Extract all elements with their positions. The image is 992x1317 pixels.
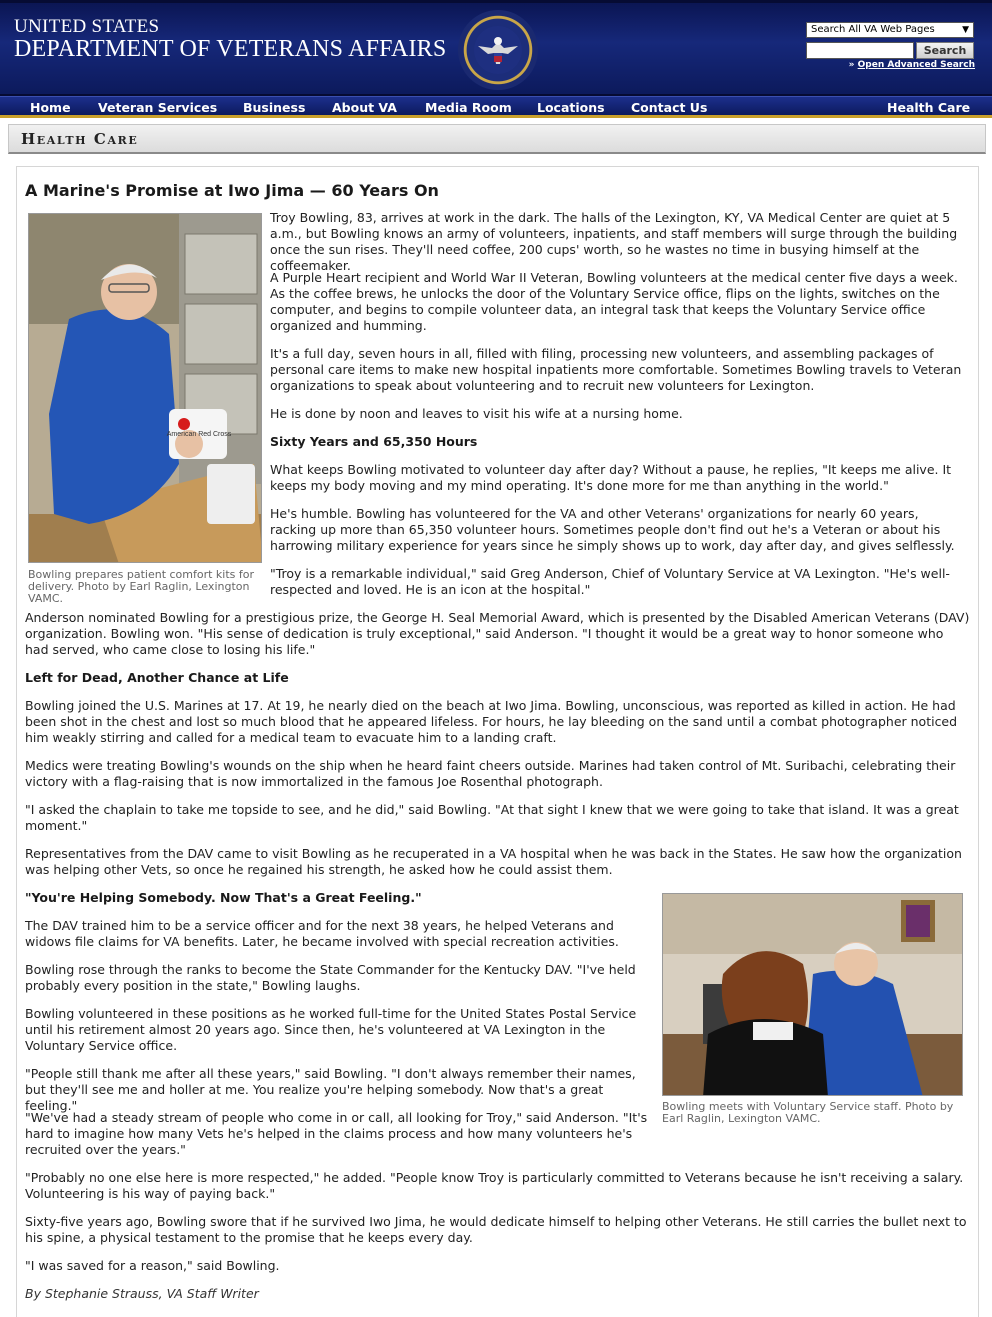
- nav-about-va[interactable]: About VA: [332, 100, 397, 115]
- search-input[interactable]: [806, 42, 914, 59]
- paragraph-14: Bowling rose through the ranks to become the State Commander for the Kentucky DAV. "I've held probably every position in the state," Bowling laughs.: [25, 962, 636, 993]
- paragraph-16: "People still thank me after all these years," said Bowling. "I don't always remember their names, but they'll see me and holler at me. You realize you're helping somebody. Now that's a great feeling.": [25, 1066, 636, 1113]
- paragraph-12: Representatives from the DAV came to visit Bowling as he recuperated in a VA hospital when he was back in the States. He saw how the organization was helping other Vets, so once he regained his strength, he asked how he could assist them.: [25, 846, 962, 877]
- photo-bowling-meets-staff: [662, 893, 963, 1096]
- search-scope-select[interactable]: [806, 22, 974, 38]
- article-container: [16, 166, 979, 1317]
- paragraph-9: Bowling joined the U.S. Marines at 17. At 19, he nearly died on the beach at Iwo Jima. Bowling, unconscious, was reported as killed in action. He had been shot in the chest and lost so much blood that he appeared lifeless. For hours, he lay bleeding on the sand until a combat photographer noticed him weakly stirring and called for a medical team to evacuate him to a landing craft.: [25, 698, 958, 745]
- agency-name-line2[interactable]: DEPARTMENT OF VETERANS AFFAIRS: [14, 36, 447, 62]
- paragraph-8: Anderson nominated Bowling for a prestigious prize, the George H. Seal Memorial Award, which is presented by the Disabled American Veterans (DAV) organization. Bowling won. "His sense of dedication is truly exceptional," said Anderson. "I thought it would be a great way to honor someone who had served, who came close to losing his life.": [25, 610, 970, 657]
- photo1-caption: Bowling prepares patient comfort kits for delivery. Photo by Earl Raglin, Lexington VAMC.: [28, 568, 255, 605]
- nav-business[interactable]: Business: [243, 100, 306, 115]
- nav-health-care[interactable]: Health Care: [887, 100, 971, 115]
- subhead-great-feeling: "You're Helping Somebody. Now That's a Great Feeling.": [25, 890, 422, 905]
- paragraph-3: It's a full day, seven hours in all, filled with filing, processing new volunteers, and assembling packages of personal care items to make new hospital inpatients more comfortable. Sometimes Bowling travels to Veteran organizations to speak about volunteering and to recruit new volunteers for Lexington.: [270, 346, 962, 393]
- nav-media-room[interactable]: Media Room: [425, 100, 512, 115]
- advanced-search-bullet: »: [848, 60, 855, 70]
- paragraph-15: Bowling volunteered in these positions as he worked full-time for the United States Postal Service until his retirement almost 20 years ago. Since then, he's volunteered at VA Lexington in the Voluntary Service office.: [25, 1006, 637, 1053]
- article-title: A Marine's Promise at Iwo Jima — 60 Years On: [25, 181, 439, 200]
- eagle-icon: [472, 24, 524, 76]
- paragraph-20: "I was saved for a reason," said Bowling.: [25, 1258, 280, 1273]
- paragraph-4: He is done by noon and leaves to visit his wife at a nursing home.: [270, 406, 683, 421]
- dropdown-arrow-icon: ▼: [962, 25, 969, 35]
- nav-contact-us[interactable]: Contact Us: [631, 100, 708, 115]
- photo-bowling-comfort-kits: [28, 213, 262, 563]
- paragraph-17: "We've had a steady stream of people who come in or call, all looking for Troy," said Anderson. "It's hard to imagine how many Vets he's helped in the claims process and how many volunteers he's recruited over the years.": [25, 1110, 648, 1157]
- nav-home[interactable]: Home: [30, 100, 71, 115]
- main-navigation: [0, 96, 992, 118]
- paragraph-13: The DAV trained him to be a service officer and for the next 38 years, he helped Veterans and widows file claims for VA benefits. Later, he became involved with special recreation activities.: [25, 918, 619, 949]
- subhead-sixty-years: Sixty Years and 65,350 Hours: [270, 434, 478, 449]
- nav-veteran-services[interactable]: Veteran Services: [98, 100, 218, 115]
- section-heading: Health Care: [8, 124, 986, 154]
- photo-box-label: American Red Cross: [166, 431, 232, 438]
- nav-locations[interactable]: Locations: [537, 100, 605, 115]
- paragraph-19: Sixty-five years ago, Bowling swore that if he survived Iwo Jima, he would dedicate himself to helping other Veterans. He still carries the bullet next to his spine, a physical testament to the promise that he keeps every day.: [25, 1214, 967, 1245]
- advanced-search-link[interactable]: Open Advanced Search: [857, 60, 975, 70]
- photo2-caption: Bowling meets with Voluntary Service staff. Photo by Earl Raglin, Lexington VAMC.: [662, 1100, 954, 1125]
- agency-name-line1[interactable]: UNITED STATES: [14, 16, 160, 37]
- paragraph-10: Medics were treating Bowling's wounds on the ship when he heard faint cheers outside. Marines had taken control of Mt. Suribachi, celebrating their victory with a flag-raising that is now immortalized in the famous Joe Rosenthal photograph.: [25, 758, 956, 789]
- site-header: [0, 0, 992, 96]
- paragraph-7: "Troy is a remarkable individual," said Greg Anderson, Chief of Voluntary Service at VA Lexington. "He's well-respected and loved. He is an icon at the hospital.": [270, 566, 950, 597]
- va-seal-logo[interactable]: [458, 10, 538, 90]
- search-scope-value: Search All VA Web Pages: [811, 24, 935, 35]
- search-button[interactable]: Search: [916, 42, 974, 59]
- header-top-stripe: [0, 0, 992, 3]
- article-byline: By Stephanie Strauss, VA Staff Writer: [25, 1286, 259, 1301]
- paragraph-6: He's humble. Bowling has volunteered for the VA and other Veterans' organizations for nearly 60 years, racking up more than 65,350 volunteer hours. Sometimes people don't find out he's a Veteran or about his harrowing military experience for years since he simply shows up to work, day after day, and gives selflessly.: [270, 506, 955, 553]
- subhead-left-for-dead: Left for Dead, Another Chance at Life: [25, 670, 289, 685]
- paragraph-2: A Purple Heart recipient and World War II Veteran, Bowling volunteers at the medical center five days a week. As the coffee brews, he unlocks the door of the Voluntary Service office, flips on the lights, switches on the computer, and begins to compile volunteer data, an integral task that keeps the Voluntary Service office organized and humming.: [270, 270, 958, 333]
- paragraph-1: Troy Bowling, 83, arrives at work in the dark. The halls of the Lexington, KY, VA Medical Center are quiet at 5 a.m., but Bowling knows an army of volunteers, inpatients, and staff members will surge through the building once the sun rises. They'll need coffee, 200 cups' worth, so he wastes no time in busying himself at the coffeemaker.: [270, 210, 958, 273]
- paragraph-5: What keeps Bowling motivated to volunteer day after day? Without a pause, he replies, "It keeps me alive. It keeps my body moving and my mind operating. It's done more for me than anything in the world.": [270, 462, 952, 493]
- paragraph-18: "Probably no one else here is more respected," he added. "People know Troy is particularly committed to Veterans because he isn't receiving a salary. Volunteering is his way of paying back.": [25, 1170, 964, 1201]
- advanced-search: [849, 60, 975, 70]
- paragraph-11: "I asked the chaplain to take me topside to see, and he did," said Bowling. "At that sight I knew that we were going to take that island. It was a great moment.": [25, 802, 959, 833]
